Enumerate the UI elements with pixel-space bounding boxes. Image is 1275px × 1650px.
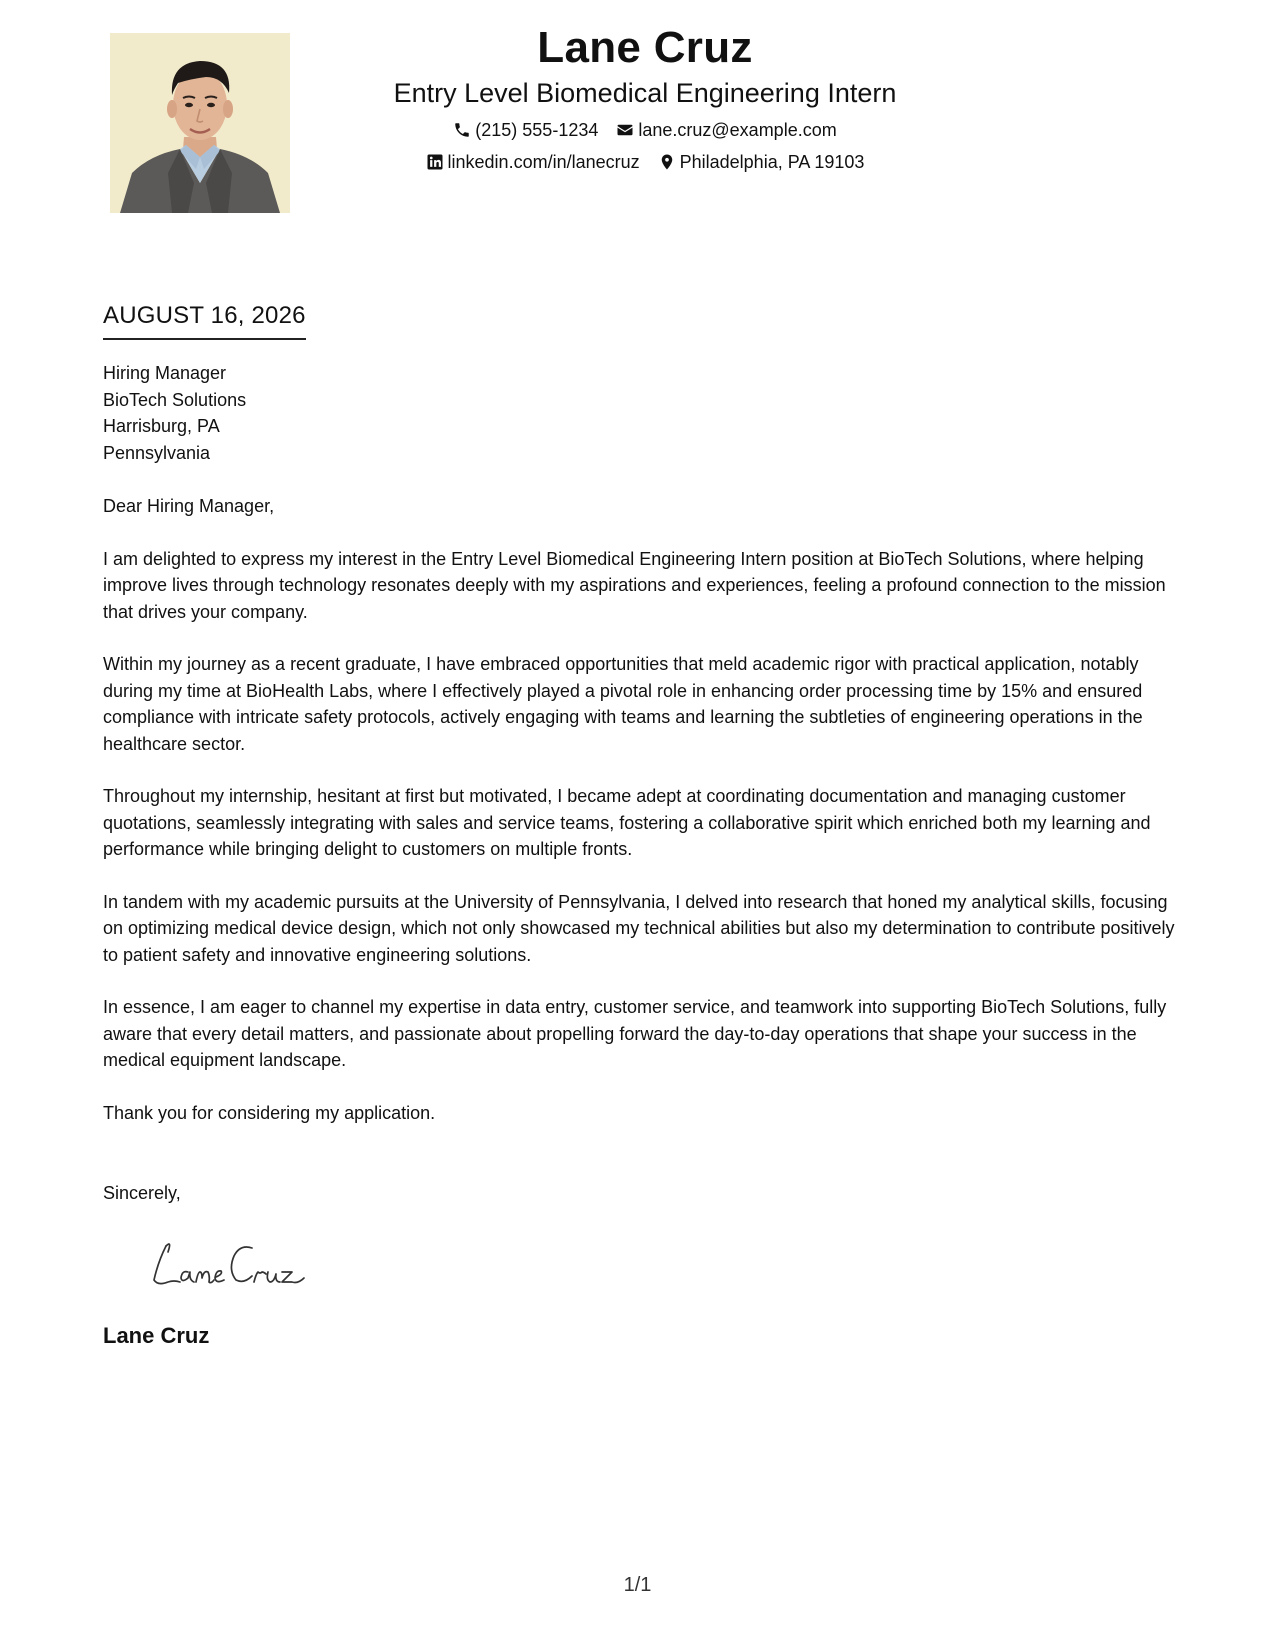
envelope-icon: [616, 121, 634, 139]
letter-header: [320, 20, 970, 174]
recipient-line: Hiring Manager: [103, 363, 227, 383]
recipient-state: Pennsylvania: [103, 442, 211, 463]
phone-icon: [453, 121, 471, 139]
letter-date: AUGUST 16, 2026: [103, 300, 306, 340]
recipient-block: [103, 360, 246, 466]
body-paragraph: Within my journey as a recent graduate, I have embraced opportunities that meld academic rigor with practical application, notably during my time at BioHealth Labs, where I effectively played a pivotal role in enhancing order processing time by 15% and ensured compliance with intricate safety protocols, actively engaging with teams and learning the subtleties of engineering operations in the healthcare sector.: [103, 654, 1143, 754]
signer-name: Lane Cruz: [103, 1323, 210, 1348]
closing: Sincerely,: [103, 1183, 181, 1203]
email-text: lane.cruz@example.com: [638, 120, 837, 140]
location-contact: [658, 150, 865, 174]
body-paragraph: Thank you for considering my application.: [103, 1102, 436, 1123]
handwritten-signature: [148, 1232, 318, 1292]
body-paragraph: In essence, I am eager to channel my expertise in data entry, customer service, and teamwork into supporting BioTech Solutions, fully aware that every detail matters, and passionate about propelling forward the day-to-day operations that shape your success in the medical equipment landscape.: [103, 997, 1167, 1070]
portrait-illustration: [110, 33, 290, 213]
body-paragraph: In tandem with my academic pursuits at the University of Pennsylvania, I delved into research that honed my analytical skills, focusing on optimizing medical device design, which not only showcased my technical abilities but also my determination to contribute positively to patient safety and innovative engineering solutions.: [103, 891, 1175, 965]
applicant-name: Lane Cruz: [537, 23, 753, 72]
contact-row-2: [320, 150, 970, 174]
body-paragraph: I am delighted to express my interest in the Entry Level Biomedical Engineering Intern position at BioTech Solutions, where helping improve lives through technology resonates deeply with my aspirations and experiences, feeling a profound connection to the mission that drives your company.: [103, 548, 1166, 622]
phone-contact[interactable]: [453, 118, 598, 142]
letter-body: [103, 493, 1183, 1152]
contact-row-1: [320, 118, 970, 142]
phone-text: (215) 555-1234: [475, 120, 599, 140]
page-indicator: 1/1: [623, 1574, 652, 1596]
linkedin-contact[interactable]: [426, 150, 640, 174]
signature-graphic: [148, 1232, 318, 1292]
body-paragraph: Throughout my internship, hesitant at first but motivated, I became adept at coordinating documentation and managing customer quotations, seamlessly integrating with sales and service teams, fostering a collaborative spirit which enriched both my learning and performance while bringing delight to customers on multiple fronts.: [103, 786, 1151, 859]
email-contact[interactable]: [616, 118, 836, 142]
location-text: Philadelphia, PA 19103: [679, 152, 865, 172]
salutation: Dear Hiring Manager,: [103, 496, 275, 516]
map-pin-icon: [658, 153, 676, 171]
profile-photo: [110, 33, 290, 213]
linkedin-icon: [426, 153, 444, 171]
recipient-city: Harrisburg, PA: [103, 416, 220, 436]
linkedin-text: linkedin.com/in/lanecruz: [447, 152, 640, 172]
recipient-company: BioTech Solutions: [103, 389, 247, 410]
job-title: Entry Level Biomedical Engineering Intern: [393, 78, 897, 108]
